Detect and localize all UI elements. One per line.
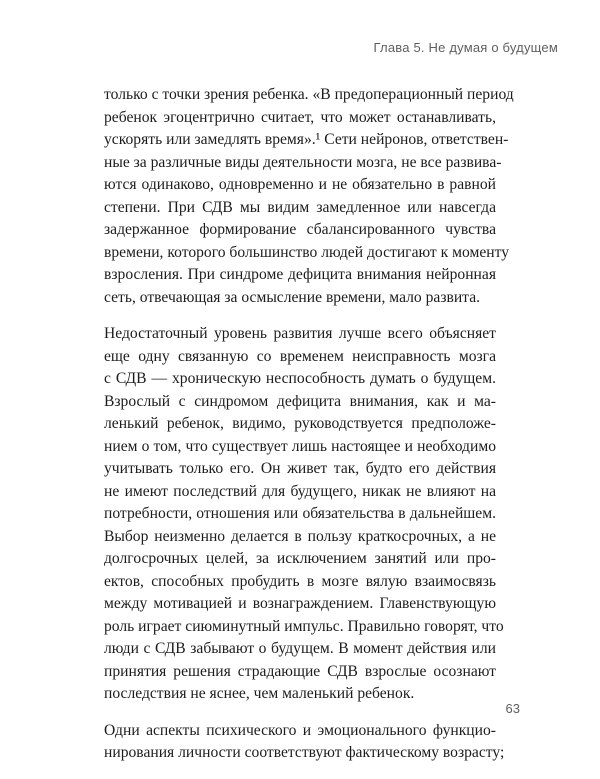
text-line: не имеют последствий для будущего, никак не влияют на xyxy=(104,482,496,500)
text-line: Взрослый с синдромом дефицита внимания, как и ма- xyxy=(104,392,496,410)
text-line: ектов, способных пробудить в мозге вялую взаимосвязь xyxy=(104,572,496,590)
text-line: принятия решения страдающие СДВ взрослые осознают xyxy=(104,662,496,680)
text-line: взросления. При синдроме дефицита внимания нейронная xyxy=(104,266,496,283)
text-line: с СДВ — хроническую неспособность думать о будущем. xyxy=(104,370,496,387)
page-number: 63 xyxy=(505,701,520,716)
text-line: еще одну связанную со временем неисправность мозга xyxy=(104,347,496,365)
paragraph xyxy=(104,84,514,309)
text-line: Выбор неизменно делается в пользу краткосрочных, а не xyxy=(104,527,496,545)
text-line: ются одинаково, одновременно и не обязательно в равной xyxy=(104,176,496,193)
text-line: учитывать только его. Он живет так, будто его действия xyxy=(104,460,496,477)
text-line: потребности, отношения или обязательства в дальнейшем. xyxy=(104,505,496,522)
running-header: Глава 5. Не думая о будущем xyxy=(373,40,558,55)
text-line: люди с СДВ забывают о будущем. В момент действия или xyxy=(104,640,496,657)
text-line: долгосрочных целей, за исключением занятий или про- xyxy=(104,550,496,567)
text-line: только с точки зрения ребенка. «В предоперационный период xyxy=(104,86,514,103)
text-line: задержанное формирование сбалансированного чувства xyxy=(104,221,496,238)
text-line: ускорять или замедлять время».¹ Сети нейронов, ответствен- xyxy=(104,131,509,148)
text-line: степени. При СДВ мы видим замедленное или навсегда xyxy=(104,198,496,216)
text-line: Одни аспекты психического и эмоционального функцио- xyxy=(104,721,496,739)
text-line: нием о том, что существует лишь настоящее и необходимо xyxy=(104,437,496,455)
text-line: ребенок эгоцентрично считает, что может останавливать, xyxy=(104,108,496,126)
text-line: времени, которого большинство людей достигают к моменту xyxy=(104,243,510,261)
text-line: Недостаточный уровень развития лучше всего объясняет xyxy=(104,325,496,342)
text-line: ленький ребенок, видимо, руководствуется предположе- xyxy=(104,415,496,432)
text-line: нирования личности соответствуют фактическому возрасту; xyxy=(104,744,505,761)
paragraph xyxy=(104,323,504,706)
paragraph xyxy=(104,720,505,765)
text-line: ные за различные виды деятельности мозга, не все развива- xyxy=(104,153,502,171)
text-line: последствия не яснее, чем маленький ребенок. xyxy=(104,685,415,702)
text-line: роль играет сиюминутный импульс. Правильно говорят, что xyxy=(104,617,504,635)
text-line: между мотивацией и вознаграждением. Главенствующую xyxy=(104,595,496,612)
text-line: сеть, отвечающая за осмысление времени, мало развита. xyxy=(104,288,481,306)
